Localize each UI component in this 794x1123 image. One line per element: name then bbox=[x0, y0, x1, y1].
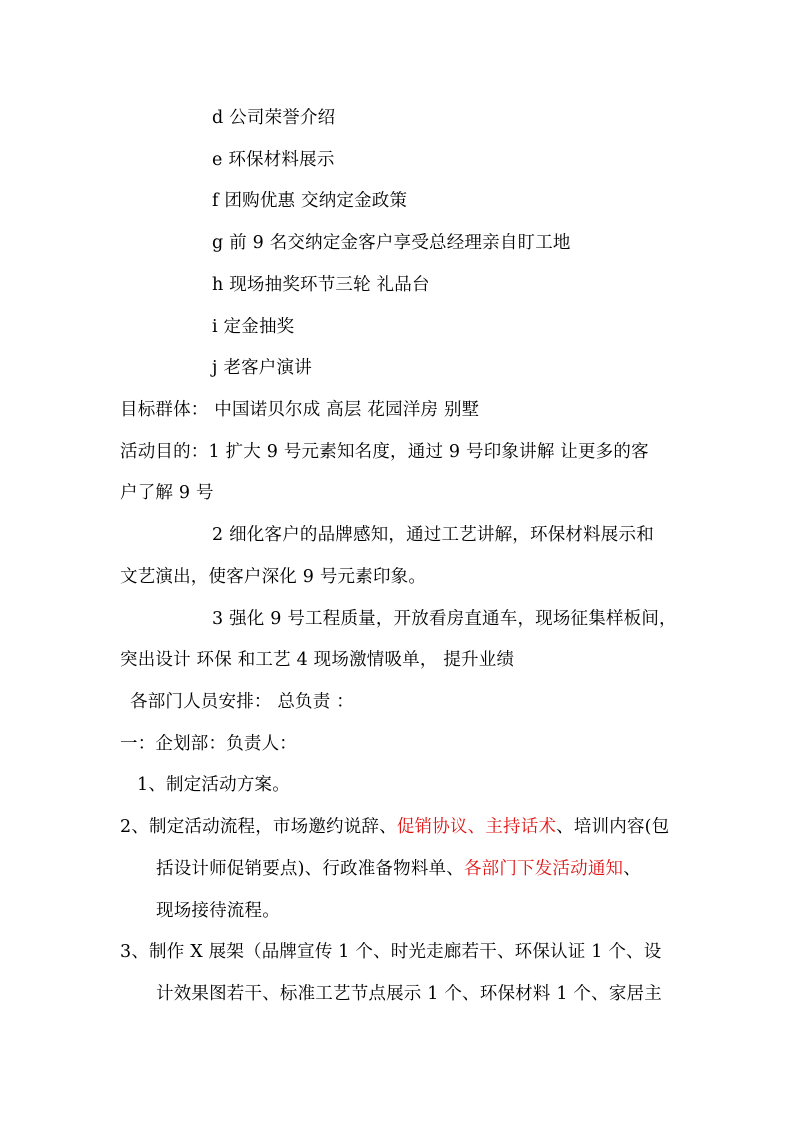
purpose-line-1: 活动目的：1 扩大 9 号元素知名度，通过 9 号印象讲解 让更多的客 bbox=[120, 442, 649, 462]
list-item-i: i 定金抽奖 bbox=[212, 317, 295, 337]
task-3-line-1: 3、制作 X 展架（品牌宣传 1 个、时光走廊若干、环保认证 1 个、设 bbox=[120, 942, 662, 962]
task-2-text-d: 括设计师促销要点)、行政准备物料单、 bbox=[156, 859, 464, 879]
purpose-item-3-line-2: 突出设计 环保 和工艺 4 现场激情吸单， 提升业绩 bbox=[120, 650, 515, 670]
list-item-d: d 公司荣誉介绍 bbox=[212, 108, 336, 128]
task-1: 1、制定活动方案。 bbox=[137, 775, 290, 795]
task-2-line-1 bbox=[120, 815, 669, 839]
task-2-text-f: 、 bbox=[623, 859, 641, 879]
purpose-item-2-line-1: 2 细化客户的品牌感知，通过工艺讲解，环保材料展示和 bbox=[212, 525, 654, 545]
list-item-j: j 老客户演讲 bbox=[212, 358, 312, 378]
purpose-item-3-line-1: 3 强化 9 号工程质量，开放看房直通车，现场征集样板间， bbox=[212, 609, 677, 629]
section-heading-planning: 一：企划部：负责人： bbox=[120, 734, 297, 754]
task-2-line-3: 现场接待流程。 bbox=[156, 901, 280, 921]
staff-arrangement: 各部门人员安排： 总负责 ： bbox=[130, 692, 354, 712]
task-2-line-2 bbox=[156, 857, 641, 881]
task-3-line-2: 计效果图若干、标准工艺节点展示 1 个、环保材料 1 个、家居主 bbox=[156, 984, 662, 1004]
list-item-f: f 团购优惠 交纳定金政策 bbox=[212, 191, 408, 211]
purpose-item-2-line-2: 文艺演出，使客户深化 9 号元素印象。 bbox=[120, 567, 427, 587]
target-group: 目标群体： 中国诺贝尔成 高层 花园洋房 别墅 bbox=[120, 400, 480, 420]
list-item-g: g 前 9 名交纳定金客户享受总经理亲自盯工地 bbox=[212, 233, 571, 253]
task-2-highlight-notice: 各部门下发活动通知 bbox=[463, 859, 624, 879]
task-2-text-a: 2、制定活动流程，市场邀约说辞、 bbox=[120, 817, 397, 837]
purpose-line-2: 户了解 9 号 bbox=[120, 483, 214, 503]
task-2-highlight-promo: 促销协议、主持话术 bbox=[396, 817, 557, 837]
list-item-h: h 现场抽奖环节三轮 礼品台 bbox=[212, 275, 430, 295]
list-item-e: e 环保材料展示 bbox=[212, 150, 335, 170]
task-2-text-c: 、培训内容(包 bbox=[556, 817, 670, 837]
